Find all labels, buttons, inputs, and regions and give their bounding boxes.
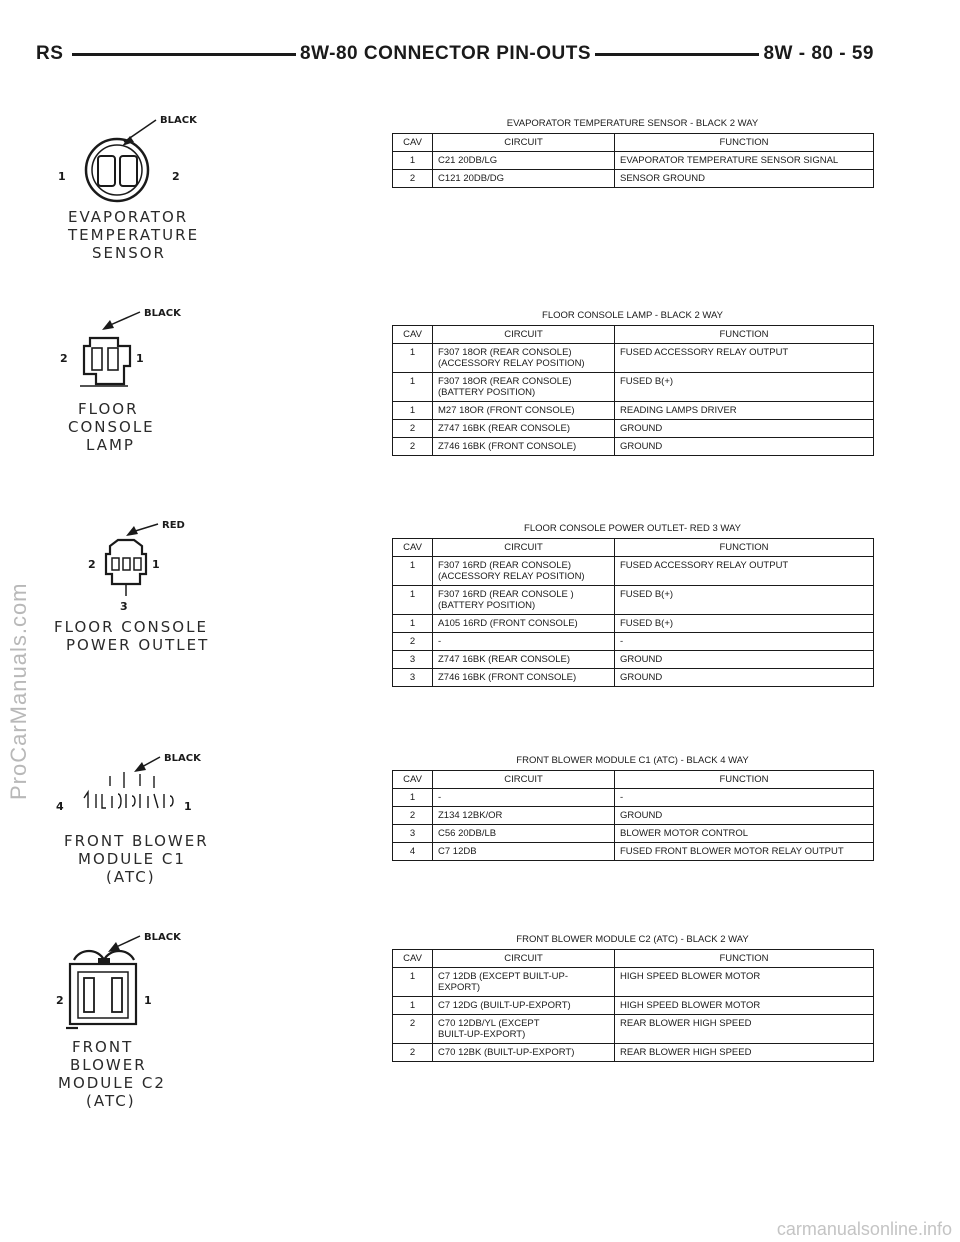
pin-label-2: 2 <box>60 352 68 365</box>
cell-function: FUSED B(+) <box>615 615 874 633</box>
header-cav: CAV <box>393 950 433 968</box>
table-header-row <box>393 539 874 557</box>
pin-label-4: 4 <box>56 800 64 813</box>
cell-function: FUSED FRONT BLOWER MOTOR RELAY OUTPUT <box>615 843 874 861</box>
pinout-table-block <box>392 754 873 861</box>
header-function: FUNCTION <box>615 326 874 344</box>
table-header-row <box>393 950 874 968</box>
diagram-label-line-2: TEMPERATURE <box>68 226 200 244</box>
pin-label-1: 1 <box>144 994 152 1007</box>
diagram-label-line-4: (ATC) <box>86 1092 136 1110</box>
cell-function: - <box>615 789 874 807</box>
header-circuit: CIRCUIT <box>433 950 615 968</box>
pin-label-2: 2 <box>172 170 180 183</box>
table-row <box>393 669 874 687</box>
pin-label-1: 1 <box>184 800 192 813</box>
connector-color-label: RED <box>162 520 185 531</box>
diagram-label-line-3: (ATC) <box>106 868 156 886</box>
table-row <box>393 1044 874 1062</box>
table-row <box>393 344 874 373</box>
pin-label-1: 1 <box>136 352 144 365</box>
cell-function: GROUND <box>615 420 874 438</box>
connector-drawing <box>44 300 234 460</box>
pin-label-1: 1 <box>152 558 160 571</box>
cell-cav: 1 <box>393 968 433 997</box>
table-row <box>393 997 874 1015</box>
header-cav: CAV <box>393 134 433 152</box>
cell-function: HIGH SPEED BLOWER MOTOR <box>615 997 874 1015</box>
watermark-side: ProCarManuals.com <box>6 582 31 800</box>
header-function: FUNCTION <box>615 539 874 557</box>
cell-cav: 2 <box>393 633 433 651</box>
diagram-label-line-1: FRONT BLOWER <box>64 832 209 850</box>
pinout-table <box>392 538 874 687</box>
cell-circuit: C7 12DB (EXCEPT BUILT-UP-EXPORT) <box>433 968 615 997</box>
cell-function: READING LAMPS DRIVER <box>615 402 874 420</box>
cell-circuit: Z746 16BK (FRONT CONSOLE) <box>433 669 615 687</box>
page-header <box>32 36 878 70</box>
cell-function: GROUND <box>615 438 874 456</box>
cell-circuit: Z134 12BK/OR <box>433 807 615 825</box>
cell-circuit: C70 12DB/YL (EXCEPT BUILT-UP-EXPORT) <box>433 1015 615 1044</box>
cell-function: FUSED B(+) <box>615 586 874 615</box>
cell-circuit: C7 12DB <box>433 843 615 861</box>
connector-color-label: BLACK <box>164 753 201 764</box>
cell-cav: 1 <box>393 152 433 170</box>
table-row <box>393 557 874 586</box>
cell-circuit: A105 16RD (FRONT CONSOLE) <box>433 615 615 633</box>
table-row <box>393 170 874 188</box>
pin-label-1: 1 <box>58 170 66 183</box>
cell-function: GROUND <box>615 669 874 687</box>
connector-diagram <box>44 924 234 1114</box>
cell-circuit: - <box>433 633 615 651</box>
table-row <box>393 968 874 997</box>
cell-cav: 3 <box>393 651 433 669</box>
cell-function: GROUND <box>615 651 874 669</box>
cell-circuit: M27 18OR (FRONT CONSOLE) <box>433 402 615 420</box>
header-circuit: CIRCUIT <box>433 134 615 152</box>
header-circuit: CIRCUIT <box>433 326 615 344</box>
table-title: FLOOR CONSOLE LAMP - BLACK 2 WAY <box>542 310 723 321</box>
connector-diagram <box>44 108 234 268</box>
header-function: FUNCTION <box>615 134 874 152</box>
table-row <box>393 373 874 402</box>
header-section-code: RS <box>32 42 67 66</box>
watermark-bottom: carmanualsonline.info <box>776 1219 952 1239</box>
diagram-label-line-1: FLOOR <box>78 400 139 418</box>
cell-cav: 3 <box>393 825 433 843</box>
cell-cav: 1 <box>393 344 433 373</box>
table-row <box>393 438 874 456</box>
cell-circuit: F307 16RD (REAR CONSOLE ) (BATTERY POSITION) <box>433 586 615 615</box>
cell-circuit: F307 16RD (REAR CONSOLE) (ACCESSORY RELAY POSITION) <box>433 557 615 586</box>
cell-circuit: C21 20DB/LG <box>433 152 615 170</box>
cell-function: REAR BLOWER HIGH SPEED <box>615 1044 874 1062</box>
cell-function: REAR BLOWER HIGH SPEED <box>615 1015 874 1044</box>
connector-color-label: BLACK <box>160 115 197 126</box>
cell-circuit: F307 18OR (REAR CONSOLE) (BATTERY POSITION) <box>433 373 615 402</box>
header-circuit: CIRCUIT <box>433 771 615 789</box>
pin-label-2: 2 <box>56 994 64 1007</box>
table-row <box>393 152 874 170</box>
table-title: FRONT BLOWER MODULE C1 (ATC) - BLACK 4 WAY <box>516 755 749 766</box>
header-cav: CAV <box>393 771 433 789</box>
connector-drawing <box>44 746 234 896</box>
table-header-row <box>393 326 874 344</box>
cell-function: SENSOR GROUND <box>615 170 874 188</box>
connector-drawing <box>44 924 234 1114</box>
cell-circuit: Z746 16BK (FRONT CONSOLE) <box>433 438 615 456</box>
cell-cav: 2 <box>393 1015 433 1044</box>
table-header-row <box>393 134 874 152</box>
pin-label-2: 2 <box>88 558 96 571</box>
connector-diagram <box>44 300 234 460</box>
table-row <box>393 843 874 861</box>
cell-cav: 1 <box>393 557 433 586</box>
header-function: FUNCTION <box>615 950 874 968</box>
diagram-label-line-2: POWER OUTLET <box>66 636 210 654</box>
cell-function: FUSED B(+) <box>615 373 874 402</box>
header-title: 8W-80 CONNECTOR PIN-OUTS <box>296 42 595 66</box>
pinout-table <box>392 949 874 1062</box>
table-row <box>393 586 874 615</box>
connector-color-label: BLACK <box>144 932 181 943</box>
cell-function: HIGH SPEED BLOWER MOTOR <box>615 968 874 997</box>
cell-circuit: Z747 16BK (REAR CONSOLE) <box>433 420 615 438</box>
cell-circuit: F307 18OR (REAR CONSOLE) (ACCESSORY RELAY POSITION) <box>433 344 615 373</box>
pinout-table-block <box>392 309 873 456</box>
cell-circuit: - <box>433 789 615 807</box>
diagram-label-line-2: CONSOLE <box>68 418 155 436</box>
header-function: FUNCTION <box>615 771 874 789</box>
diagram-label-line-1: FRONT <box>72 1038 134 1056</box>
cell-function: - <box>615 633 874 651</box>
cell-function: FUSED ACCESSORY RELAY OUTPUT <box>615 344 874 373</box>
header-rule-left <box>72 53 312 56</box>
cell-function: BLOWER MOTOR CONTROL <box>615 825 874 843</box>
connector-drawing <box>44 514 234 654</box>
diagram-label-line-2: BLOWER <box>70 1056 147 1074</box>
header-page-number: 8W - 80 - 59 <box>759 42 878 66</box>
header-circuit: CIRCUIT <box>433 539 615 557</box>
pinout-table-block <box>392 117 873 188</box>
diagram-label-line-2: MODULE C1 <box>78 850 186 868</box>
cell-circuit: Z747 16BK (REAR CONSOLE) <box>433 651 615 669</box>
table-row <box>393 615 874 633</box>
connector-diagram <box>44 514 234 654</box>
cell-circuit: C56 20DB/LB <box>433 825 615 843</box>
pinout-table <box>392 325 874 456</box>
cell-cav: 1 <box>393 586 433 615</box>
cell-cav: 4 <box>393 843 433 861</box>
table-title: FRONT BLOWER MODULE C2 (ATC) - BLACK 2 WAY <box>516 934 749 945</box>
cell-cav: 3 <box>393 669 433 687</box>
cell-cav: 2 <box>393 438 433 456</box>
cell-cav: 2 <box>393 1044 433 1062</box>
connector-diagram <box>44 746 234 896</box>
table-row <box>393 807 874 825</box>
cell-circuit: C7 12DG (BUILT-UP-EXPORT) <box>433 997 615 1015</box>
diagram-label-line-3: LAMP <box>86 436 135 454</box>
header-cav: CAV <box>393 539 433 557</box>
diagram-label-line-3: SENSOR <box>92 244 166 262</box>
cell-cav: 1 <box>393 789 433 807</box>
cell-cav: 1 <box>393 373 433 402</box>
header-cav: CAV <box>393 326 433 344</box>
cell-function: GROUND <box>615 807 874 825</box>
diagram-label-line-3: MODULE C2 <box>58 1074 166 1092</box>
table-header-row <box>393 771 874 789</box>
cell-circuit: C121 20DB/DG <box>433 170 615 188</box>
table-row <box>393 402 874 420</box>
table-row <box>393 825 874 843</box>
cell-cav: 1 <box>393 615 433 633</box>
table-row <box>393 651 874 669</box>
table-row <box>393 789 874 807</box>
table-row <box>393 1015 874 1044</box>
pinout-table <box>392 133 874 188</box>
cell-cav: 2 <box>393 420 433 438</box>
pinout-table-block <box>392 522 873 687</box>
pinout-table <box>392 770 874 861</box>
table-row <box>393 633 874 651</box>
table-row <box>393 420 874 438</box>
diagram-label-line-1: EVAPORATOR <box>68 208 189 226</box>
connector-drawing <box>44 108 234 268</box>
pinout-table-block <box>392 933 873 1062</box>
diagram-label-line-1: FLOOR CONSOLE <box>54 618 208 636</box>
cell-function: FUSED ACCESSORY RELAY OUTPUT <box>615 557 874 586</box>
cell-cav: 2 <box>393 807 433 825</box>
cell-function: EVAPORATOR TEMPERATURE SENSOR SIGNAL <box>615 152 874 170</box>
table-title: EVAPORATOR TEMPERATURE SENSOR - BLACK 2 WAY <box>506 118 759 129</box>
cell-cav: 1 <box>393 997 433 1015</box>
connector-color-label: BLACK <box>144 308 181 319</box>
cell-circuit: C70 12BK (BUILT-UP-EXPORT) <box>433 1044 615 1062</box>
table-title: FLOOR CONSOLE POWER OUTLET- RED 3 WAY <box>524 523 741 534</box>
pin-label-3: 3 <box>120 600 128 613</box>
cell-cav: 2 <box>393 170 433 188</box>
cell-cav: 1 <box>393 402 433 420</box>
